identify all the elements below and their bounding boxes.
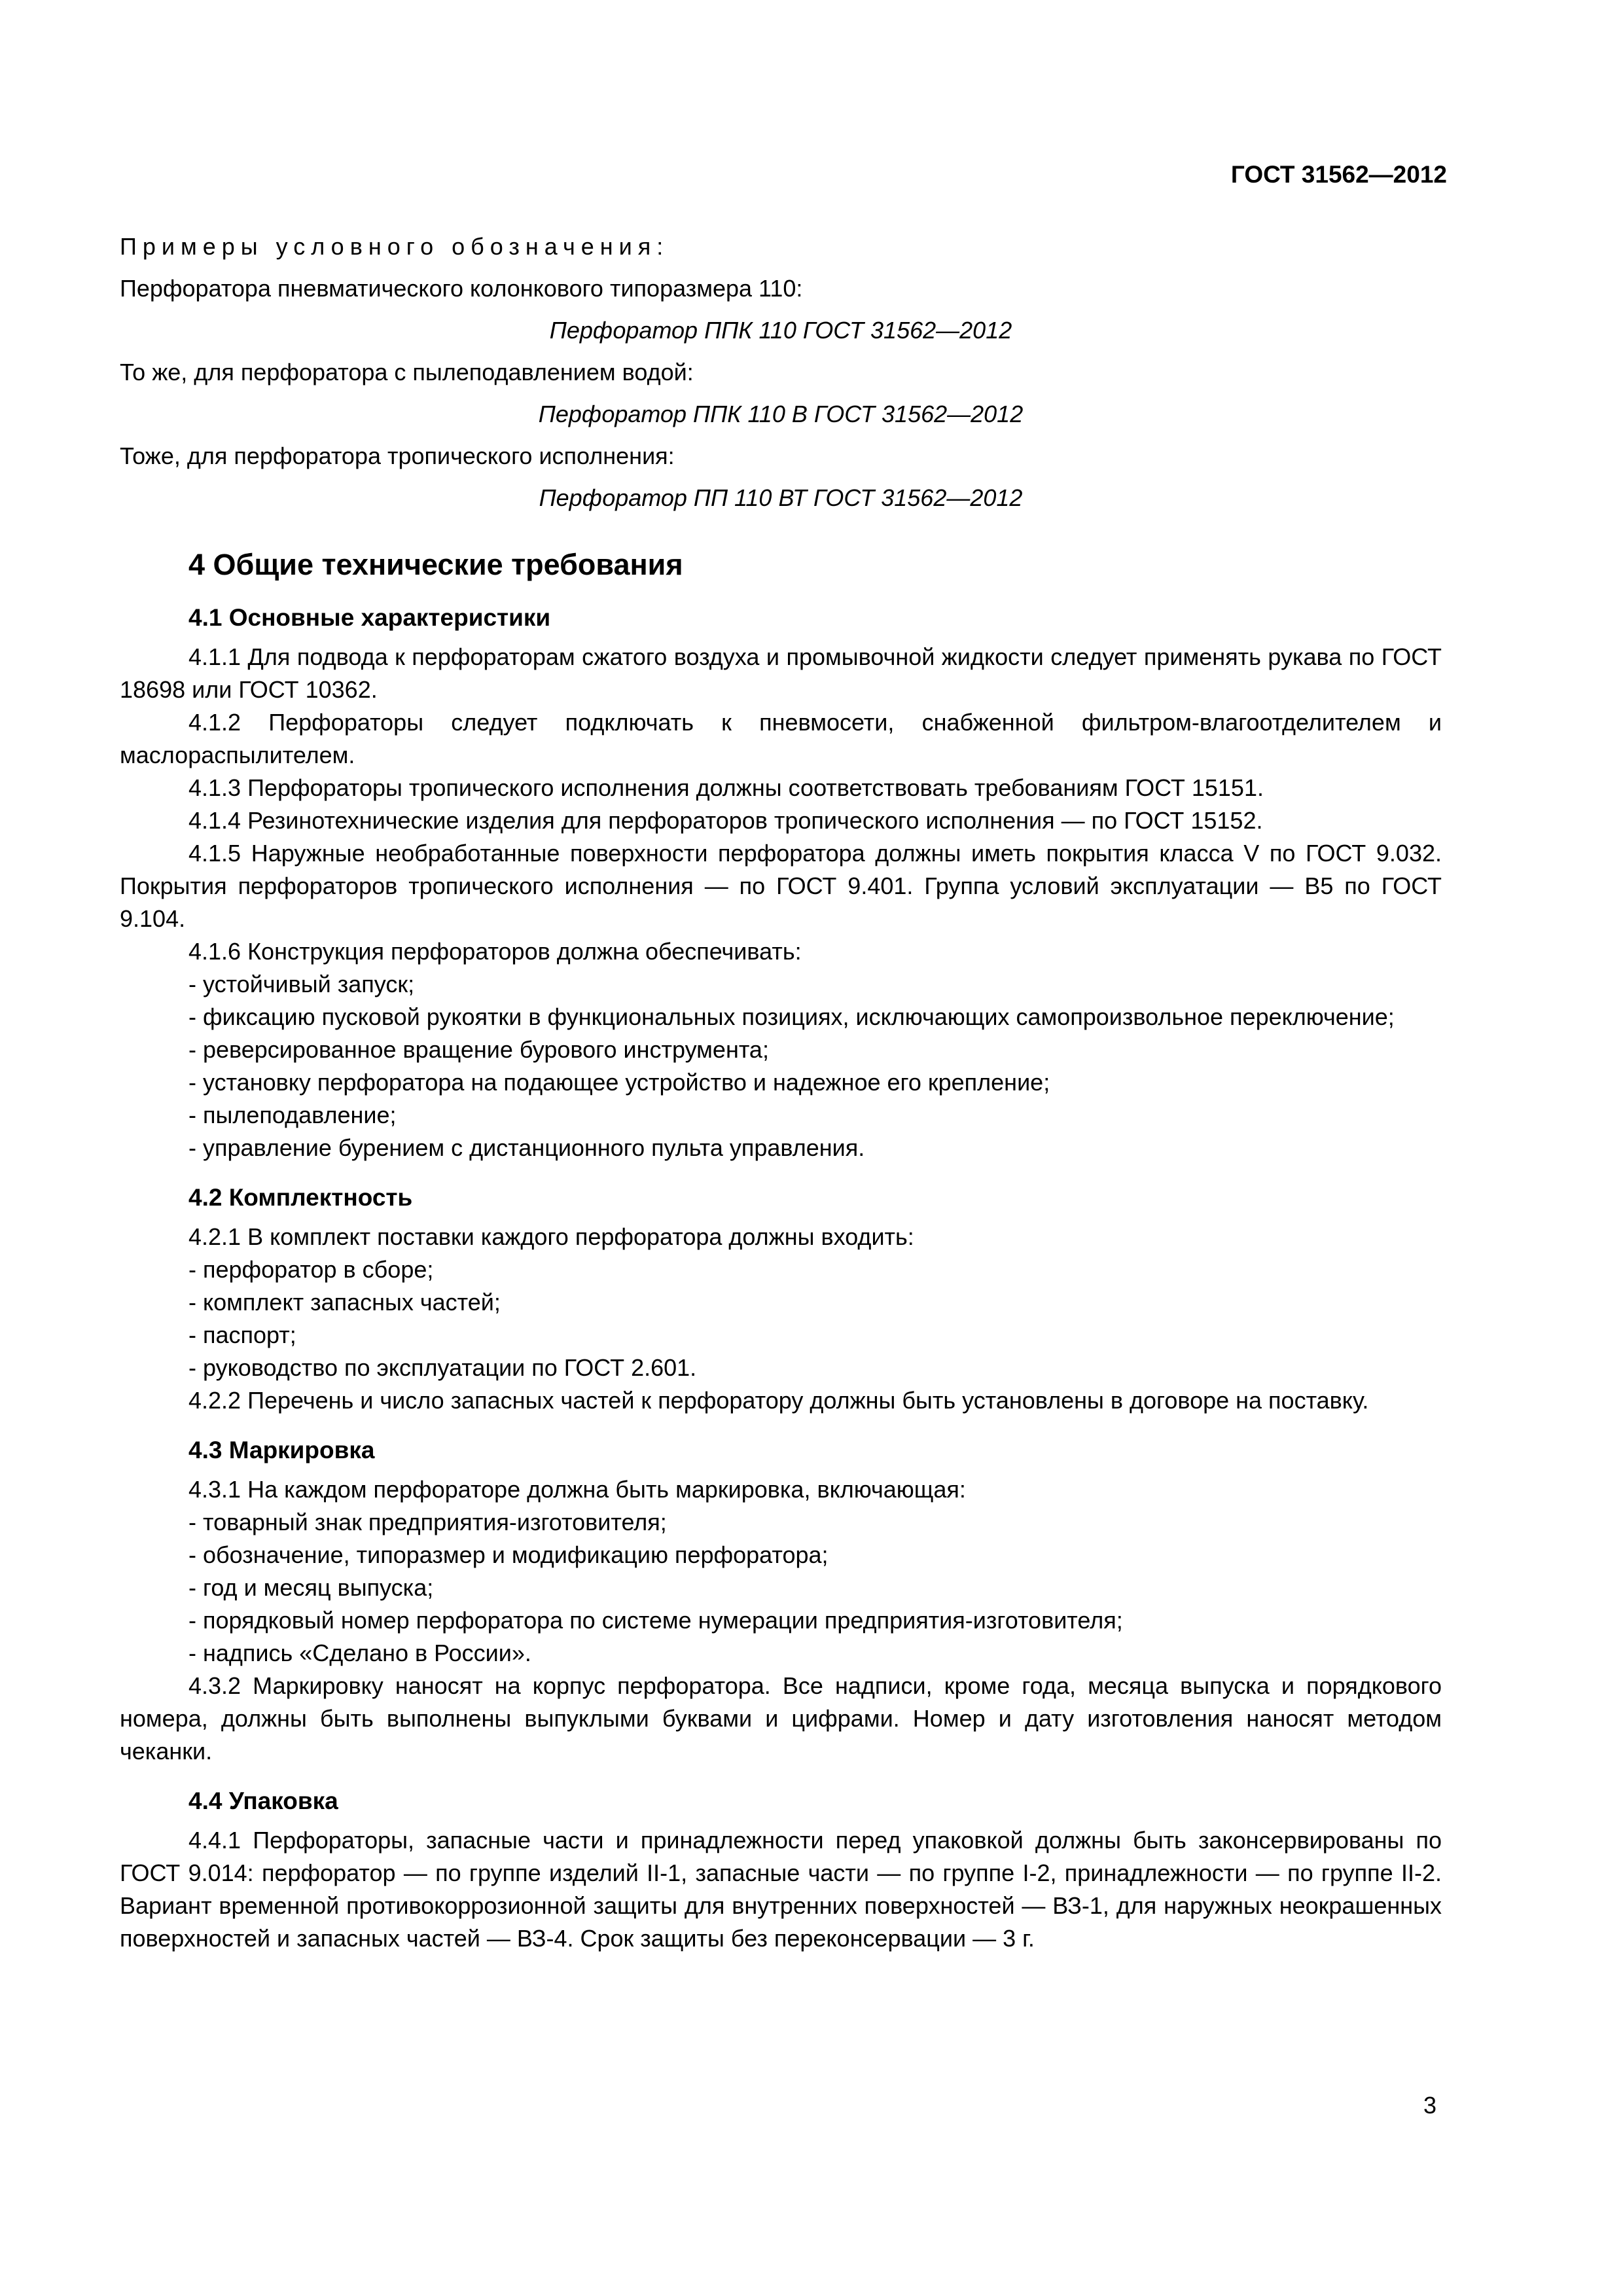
- subsection-4-1-title: 4.1 Основные характеристики: [188, 604, 551, 631]
- list-item: - перфоратор в сборе;: [188, 1256, 434, 1283]
- list-item: - паспорт;: [188, 1321, 296, 1348]
- example-code-2: Перфоратор ППК 110 В ГОСТ 31562—2012: [538, 401, 1024, 427]
- document-content: [120, 226, 1442, 1955]
- list-item: - установку перфоратора на подающее устройство и надежное его крепление;: [188, 1069, 1050, 1096]
- list-item: - порядковый номер перфоратора по системе нумерации предприятия-изготовителя;: [188, 1607, 1123, 1634]
- list-item: - фиксацию пусковой рукоятки в функциональных позициях, исключающих самопроизвольное переключение;: [188, 1003, 1395, 1030]
- paragraph-4-2-1: 4.2.1 В комплект поставки каждого перфоратора должны входить:: [188, 1223, 914, 1250]
- paragraph-4-1-1: 4.1.1 Для подвода к перфораторам сжатого воздуха и промывочной жидкости следует применять рукава по ГОСТ 18698 или ГОСТ 10362.: [120, 643, 1442, 703]
- paragraph-4-1-6: 4.1.6 Конструкция перфораторов должна обеспечивать:: [188, 938, 802, 965]
- paragraph-4-3-1: 4.3.1 На каждом перфораторе должна быть маркировка, включающая:: [188, 1476, 966, 1503]
- paragraph-4-1-5: 4.1.5 Наружные необработанные поверхности перфоратора должны иметь покрытия класса V по ГОСТ 9.032. Покрытия перфораторов тропического исполнения — по ГОСТ 9.401. Группа условий эксплуатации — В5 по ГОСТ 9.104.: [120, 840, 1442, 932]
- subsection-4-3-title: 4.3 Маркировка: [188, 1437, 375, 1463]
- section-4-title: 4 Общие технические требования: [188, 548, 683, 581]
- subsection-4-4-title: 4.4 Упаковка: [188, 1787, 338, 1814]
- list-item: - реверсированное вращение бурового инструмента;: [188, 1036, 769, 1063]
- list-item: - руководство по эксплуатации по ГОСТ 2.601.: [188, 1354, 697, 1381]
- list-item: - устойчивый запуск;: [188, 971, 415, 997]
- example-code-1: Перфоратор ППК 110 ГОСТ 31562—2012: [549, 317, 1012, 344]
- paragraph-4-1-2: 4.1.2 Перфораторы следует подключать к пневмосети, снабженной фильтром-влагоотделителем и маслораспылителем.: [120, 709, 1442, 768]
- list-item: - год и месяц выпуска;: [188, 1574, 434, 1601]
- paragraph-4-4-1: 4.4.1 Перфораторы, запасные части и принадлежности перед упаковкой должны быть законсервированы по ГОСТ 9.014: перфоратор — по группе изделий II-1, запасные части — по группе I-2, принадлежности — по группе II-2. Вариант временной противокоррозионной защиты для внутренних поверхностей — ВЗ-1, для наружных неокрашенных поверхностей и запасных частей — ВЗ-4. Срок защиты без переконсервации — 3 г.: [120, 1827, 1442, 1952]
- list-item: - комплект запасных частей;: [188, 1289, 501, 1316]
- paragraph-4-2-2: 4.2.2 Перечень и число запасных частей к перфоратору должны быть установлены в договоре на поставку.: [188, 1387, 1369, 1414]
- document-id-header: ГОСТ 31562—2012: [1230, 161, 1447, 188]
- designation-examples: [120, 226, 1442, 519]
- example-code-3: Перфоратор ПП 110 ВТ ГОСТ 31562—2012: [539, 484, 1023, 511]
- list-item: - надпись «Сделано в России».: [188, 1640, 531, 1666]
- list-item: - обозначение, типоразмер и модификацию перфоратора;: [188, 1541, 829, 1568]
- subsection-4-2-title: 4.2 Комплектность: [188, 1184, 413, 1211]
- paragraph-4-3-2: 4.3.2 Маркировку наносят на корпус перфоратора. Все надписи, кроме года, месяца выпуска и порядкового номера, должны быть выполнены выпуклыми буквами и цифрами. Номер и дату изготовления наносят методом чеканки.: [120, 1672, 1442, 1765]
- paragraph-4-1-4: 4.1.4 Резинотехнические изделия для перфораторов тропического исполнения — по ГОСТ 15152.: [188, 807, 1263, 834]
- example-line-2: То же, для перфоратора с пылеподавлением водой:: [120, 359, 694, 386]
- list-item: - управление бурением с дистанционного пульта управления.: [188, 1134, 865, 1161]
- list-item: - пылеподавление;: [188, 1102, 397, 1128]
- paragraph-4-1-3: 4.1.3 Перфораторы тропического исполнения должны соответствовать требованиям ГОСТ 15151.: [188, 774, 1264, 801]
- page-number: 3: [1423, 2092, 1436, 2119]
- example-line-3: Тоже, для перфоратора тропического исполнения:: [120, 442, 675, 469]
- example-line-1: Перфоратора пневматического колонкового типоразмера 110:: [120, 275, 803, 302]
- examples-heading: Примеры условного обозначения:: [120, 233, 669, 260]
- list-item: - товарный знак предприятия-изготовителя;: [188, 1509, 667, 1535]
